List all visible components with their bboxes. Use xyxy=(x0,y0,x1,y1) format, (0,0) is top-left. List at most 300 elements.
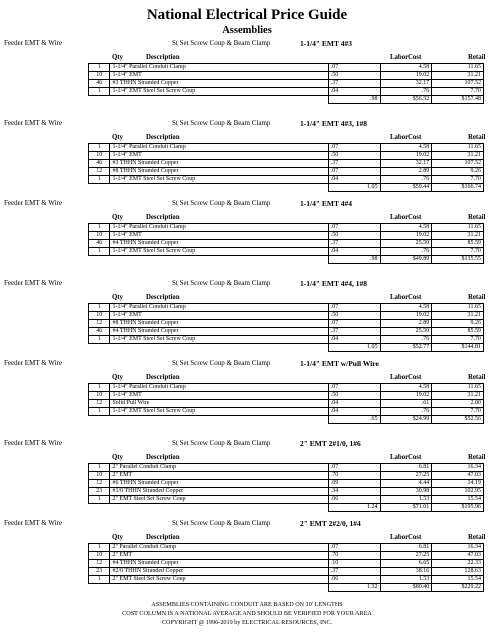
table-row xyxy=(89,248,484,256)
item-labor: .04 xyxy=(328,400,380,408)
item-description: #6 THHN Stranded Copper xyxy=(110,480,328,488)
item-description: #8 THHN Stranded Copper xyxy=(110,168,328,176)
item-description: 2" Parallel Conduit Clamp xyxy=(110,464,328,472)
item-retail: 47.03 xyxy=(432,472,484,480)
assembly-items-table xyxy=(88,223,484,264)
item-retail: 11.65 xyxy=(432,384,484,392)
assembly-size: 2" EMT 2#2/0, 1#4 xyxy=(300,519,361,528)
column-header-qty: Qty xyxy=(112,294,123,301)
column-header-cost: Cost xyxy=(408,374,422,381)
total-row xyxy=(89,96,484,104)
item-description: Solid Pull Wire xyxy=(110,400,328,408)
item-cost: 25.50 xyxy=(380,328,432,336)
table-row xyxy=(89,472,484,480)
total-row xyxy=(89,584,484,592)
column-header-labor: Labor xyxy=(390,454,409,461)
column-header-labor: Labor xyxy=(390,54,409,61)
total-row xyxy=(89,256,484,264)
total-labor: 1.32 xyxy=(328,584,380,592)
assembly-category: Feeder EMT & Wire xyxy=(4,519,62,527)
table-row xyxy=(89,312,484,320)
page-title: National Electrical Price Guide xyxy=(146,7,348,23)
item-qty: 1 xyxy=(89,224,110,232)
item-qty: 1 xyxy=(89,144,110,152)
footer-copyright: COPYRIGHT @ 1996-2019 by ELECTRICAL RESOURCES, INC. xyxy=(161,619,333,626)
total-cost: $59.44 xyxy=(380,184,432,192)
item-retail: 11.65 xyxy=(432,224,484,232)
column-header-cost: Cost xyxy=(408,214,422,221)
item-labor: .50 xyxy=(328,152,380,160)
item-retail: 15.54 xyxy=(432,576,484,584)
item-description: #1/0 THHN Stranded Copper xyxy=(110,488,328,496)
assembly-items-table xyxy=(88,143,484,192)
item-description: 1-1/4" EMT Steel Set Screw Coup xyxy=(110,408,328,416)
column-header-labor: Labor xyxy=(390,214,409,221)
item-cost: 25.50 xyxy=(380,240,432,248)
item-qty: 10 xyxy=(89,152,110,160)
item-labor: .50 xyxy=(328,392,380,400)
item-labor: .04 xyxy=(328,248,380,256)
item-qty: 10 xyxy=(89,392,110,400)
column-header-qty: Qty xyxy=(112,134,123,141)
assembly-category: Feeder EMT & Wire xyxy=(4,119,62,127)
item-cost: 2.89 xyxy=(380,320,432,328)
table-row xyxy=(89,392,484,400)
column-header-labor: Labor xyxy=(390,294,409,301)
column-headers xyxy=(112,373,494,383)
item-retail: 7.70 xyxy=(432,248,484,256)
item-description: 1-1/4" EMT xyxy=(110,152,328,160)
assembly-category: Feeder EMT & Wire xyxy=(4,199,62,207)
item-qty: 1 xyxy=(89,496,110,504)
total-cost: $49.89 xyxy=(380,256,432,264)
column-header-retail: Retail xyxy=(468,54,486,61)
item-retail: 11.65 xyxy=(432,144,484,152)
column-header-retail: Retail xyxy=(468,374,486,381)
item-description: 1-1/4" Parallel Conduit Clamp xyxy=(110,144,328,152)
item-labor: .04 xyxy=(328,408,380,416)
table-row xyxy=(89,64,484,72)
item-description: 1-1/4" EMT xyxy=(110,392,328,400)
column-headers xyxy=(112,453,494,463)
item-retail: 47.03 xyxy=(432,552,484,560)
table-row xyxy=(89,240,484,248)
item-qty: 12 xyxy=(89,480,110,488)
total-row xyxy=(89,416,484,424)
column-header-cost: Cost xyxy=(408,134,422,141)
column-header-description: Description xyxy=(146,214,180,221)
item-labor: .04 xyxy=(328,176,380,184)
item-labor: .70 xyxy=(328,472,380,480)
item-description: 1-1/4" EMT Steel Set Screw Coup xyxy=(110,336,328,344)
item-qty: 1 xyxy=(89,248,110,256)
item-cost: 4.58 xyxy=(380,144,432,152)
item-labor: .50 xyxy=(328,312,380,320)
assembly-description: St Set Screw Coup & Beam Clamp xyxy=(172,439,271,447)
assembly-items-table xyxy=(88,63,484,104)
assembly-header xyxy=(0,197,494,210)
item-cost: .76 xyxy=(380,336,432,344)
item-description: 2" EMT Steel Set Screw Coup xyxy=(110,576,328,584)
table-row xyxy=(89,480,484,488)
item-retail: 22.33 xyxy=(432,560,484,568)
item-retail: 31.21 xyxy=(432,232,484,240)
total-retail: $166.74 xyxy=(432,184,484,192)
total-retail: $52.56 xyxy=(432,416,484,424)
item-qty: 1 xyxy=(89,88,110,96)
item-description: #3 THHN Stranded Copper xyxy=(110,80,328,88)
item-labor: .37 xyxy=(328,80,380,88)
table-row xyxy=(89,168,484,176)
table-row xyxy=(89,224,484,232)
item-retail: 85.59 xyxy=(432,240,484,248)
item-retail: 16.34 xyxy=(432,464,484,472)
assembly-block xyxy=(0,357,494,437)
item-retail: 31.21 xyxy=(432,152,484,160)
item-qty: 10 xyxy=(89,552,110,560)
page-subtitle: Assemblies xyxy=(222,25,272,36)
item-description: 1-1/4" EMT Steel Set Screw Coup xyxy=(110,176,328,184)
item-cost: 32.17 xyxy=(380,80,432,88)
item-description: #8 THHN Stranded Copper xyxy=(110,320,328,328)
column-header-cost: Cost xyxy=(408,454,422,461)
total-cost: $80.40 xyxy=(380,584,432,592)
item-qty: 46 xyxy=(89,328,110,336)
item-cost: 4.58 xyxy=(380,64,432,72)
item-retail: 9.26 xyxy=(432,320,484,328)
item-labor: .09 xyxy=(328,480,380,488)
item-cost: .76 xyxy=(380,88,432,96)
assembly-block xyxy=(0,197,494,277)
table-row xyxy=(89,72,484,80)
total-labor: 1.05 xyxy=(328,184,380,192)
column-headers xyxy=(112,133,494,143)
assemblies-list xyxy=(0,37,494,597)
assembly-description: St Set Screw Coup & Beam Clamp xyxy=(172,359,271,367)
item-qty: 46 xyxy=(89,160,110,168)
item-cost: 27.25 xyxy=(380,472,432,480)
assembly-category: Feeder EMT & Wire xyxy=(4,359,62,367)
item-description: #4 THHN Stranded Copper xyxy=(110,240,328,248)
column-header-qty: Qty xyxy=(112,54,123,61)
item-cost: .76 xyxy=(380,408,432,416)
item-cost: 30.98 xyxy=(380,488,432,496)
total-retail: $135.55 xyxy=(432,256,484,264)
item-retail: 31.21 xyxy=(432,312,484,320)
item-retail: 128.63 xyxy=(432,568,484,576)
assembly-header xyxy=(0,117,494,130)
column-headers xyxy=(112,533,494,543)
total-retail: $157.48 xyxy=(432,96,484,104)
item-retail: 7.70 xyxy=(432,408,484,416)
item-cost: 2.89 xyxy=(380,168,432,176)
item-retail: 107.52 xyxy=(432,80,484,88)
assembly-description: St Set Screw Coup & Beam Clamp xyxy=(172,519,271,527)
item-description: 1-1/4" EMT xyxy=(110,72,328,80)
item-retail: 85.59 xyxy=(432,328,484,336)
item-qty: 46 xyxy=(89,80,110,88)
item-qty: 46 xyxy=(89,240,110,248)
item-labor: .06 xyxy=(328,496,380,504)
item-retail: 7.70 xyxy=(432,176,484,184)
assembly-description: St Set Screw Coup & Beam Clamp xyxy=(172,119,271,127)
item-cost: 4.58 xyxy=(380,224,432,232)
item-retail: 107.52 xyxy=(432,160,484,168)
assembly-category: Feeder EMT & Wire xyxy=(4,39,62,47)
total-retail: $229.22 xyxy=(432,584,484,592)
assembly-block xyxy=(0,517,494,597)
column-headers xyxy=(112,213,494,223)
item-qty: 10 xyxy=(89,472,110,480)
assembly-header xyxy=(0,357,494,370)
total-cost: $56.52 xyxy=(380,96,432,104)
assembly-header xyxy=(0,277,494,290)
assembly-category: Feeder EMT & Wire xyxy=(4,279,62,287)
total-retail: $144.81 xyxy=(432,344,484,352)
item-cost: 4.44 xyxy=(380,480,432,488)
total-labor: .65 xyxy=(328,416,380,424)
assembly-description: St Set Screw Coup & Beam Clamp xyxy=(172,39,271,47)
table-row xyxy=(89,152,484,160)
item-qty: 12 xyxy=(89,168,110,176)
assembly-header xyxy=(0,37,494,50)
item-qty: 12 xyxy=(89,400,110,408)
column-headers xyxy=(112,53,494,63)
item-labor: .34 xyxy=(328,488,380,496)
assembly-category: Feeder EMT & Wire xyxy=(4,439,62,447)
column-header-retail: Retail xyxy=(468,454,486,461)
assembly-size: 1-1/4" EMT 4#4, 1#8 xyxy=(300,279,367,288)
item-cost: 4.58 xyxy=(380,384,432,392)
item-cost: 19.02 xyxy=(380,152,432,160)
table-row xyxy=(89,88,484,96)
table-row xyxy=(89,496,484,504)
total-labor: 1.05 xyxy=(328,344,380,352)
item-labor: .07 xyxy=(328,168,380,176)
item-description: 2" EMT xyxy=(110,552,328,560)
item-labor: .06 xyxy=(328,576,380,584)
table-row xyxy=(89,568,484,576)
assembly-description: St Set Screw Coup & Beam Clamp xyxy=(172,279,271,287)
column-header-qty: Qty xyxy=(112,534,123,541)
assembly-items-table xyxy=(88,303,484,352)
total-labor: .98 xyxy=(328,96,380,104)
item-retail: 15.54 xyxy=(432,496,484,504)
column-header-labor: Labor xyxy=(390,534,409,541)
item-qty: 1 xyxy=(89,304,110,312)
assembly-description: St Set Screw Coup & Beam Clamp xyxy=(172,199,271,207)
table-row xyxy=(89,160,484,168)
assembly-items-table xyxy=(88,543,484,592)
assembly-items-table xyxy=(88,383,484,424)
item-retail: 2.00 xyxy=(432,400,484,408)
assembly-block xyxy=(0,277,494,357)
item-retail: 14.19 xyxy=(432,480,484,488)
table-row xyxy=(89,552,484,560)
item-description: 1-1/4" EMT xyxy=(110,232,328,240)
column-header-labor: Labor xyxy=(390,374,409,381)
item-cost: 1.53 xyxy=(380,576,432,584)
item-qty: 23 xyxy=(89,488,110,496)
item-cost: 6.81 xyxy=(380,544,432,552)
item-labor: .07 xyxy=(328,64,380,72)
item-labor: .07 xyxy=(328,464,380,472)
item-retail: 31.21 xyxy=(432,392,484,400)
table-row xyxy=(89,336,484,344)
item-qty: 1 xyxy=(89,176,110,184)
item-description: 1-1/4" EMT xyxy=(110,312,328,320)
total-cost: $52.77 xyxy=(380,344,432,352)
table-row xyxy=(89,408,484,416)
item-cost: 19.02 xyxy=(380,312,432,320)
total-row xyxy=(89,184,484,192)
table-row xyxy=(89,176,484,184)
item-labor: .07 xyxy=(328,320,380,328)
item-qty: 1 xyxy=(89,64,110,72)
item-labor: .10 xyxy=(328,560,380,568)
column-header-retail: Retail xyxy=(468,534,486,541)
column-header-cost: Cost xyxy=(408,54,422,61)
total-retail: $195.96 xyxy=(432,504,484,512)
item-cost: 4.58 xyxy=(380,304,432,312)
assembly-size: 1-1/4" EMT 4#3, 1#8 xyxy=(300,119,367,128)
item-cost: .76 xyxy=(380,176,432,184)
item-description: 1-1/4" Parallel Conduit Clamp xyxy=(110,224,328,232)
item-qty: 1 xyxy=(89,544,110,552)
item-labor: .50 xyxy=(328,232,380,240)
item-cost: 6.81 xyxy=(380,464,432,472)
item-qty: 23 xyxy=(89,568,110,576)
table-row xyxy=(89,304,484,312)
item-retail: 102.95 xyxy=(432,488,484,496)
item-labor: .50 xyxy=(328,72,380,80)
column-header-qty: Qty xyxy=(112,454,123,461)
column-header-cost: Cost xyxy=(408,294,422,301)
item-retail: 11.65 xyxy=(432,64,484,72)
total-cost: $71.01 xyxy=(380,504,432,512)
item-cost: 19.02 xyxy=(380,392,432,400)
item-description: #4 THHN Stranded Copper xyxy=(110,328,328,336)
item-retail: 11.65 xyxy=(432,304,484,312)
item-description: 2" Parallel Conduit Clamp xyxy=(110,544,328,552)
item-description: #4 THHN Stranded Copper xyxy=(110,560,328,568)
item-description: #3 THHN Stranded Copper xyxy=(110,160,328,168)
assembly-block xyxy=(0,437,494,517)
item-labor: .37 xyxy=(328,160,380,168)
item-description: 2" EMT xyxy=(110,472,328,480)
item-cost: .76 xyxy=(380,248,432,256)
item-description: 1-1/4" EMT Steel Set Screw Coup xyxy=(110,88,328,96)
item-description: 1-1/4" Parallel Conduit Clamp xyxy=(110,384,328,392)
column-header-description: Description xyxy=(146,454,180,461)
item-labor: .04 xyxy=(328,88,380,96)
item-qty: 12 xyxy=(89,320,110,328)
column-header-description: Description xyxy=(146,534,180,541)
table-row xyxy=(89,144,484,152)
item-retail: 16.34 xyxy=(432,544,484,552)
item-qty: 10 xyxy=(89,312,110,320)
table-row xyxy=(89,80,484,88)
total-cost: $24.99 xyxy=(380,416,432,424)
assembly-header xyxy=(0,517,494,530)
assembly-size: 1-1/4" EMT 4#4 xyxy=(300,199,352,208)
column-header-description: Description xyxy=(146,374,180,381)
item-description: 2" EMT Steel Set Screw Coup xyxy=(110,496,328,504)
assembly-size: 1-1/4" EMT 4#3 xyxy=(300,39,352,48)
table-row xyxy=(89,328,484,336)
item-cost: 32.17 xyxy=(380,160,432,168)
item-cost: 6.65 xyxy=(380,560,432,568)
item-labor: .04 xyxy=(328,336,380,344)
column-header-retail: Retail xyxy=(468,294,486,301)
footer-note-cost: COST COLUMN IS A NATIONAL AVERAGE AND SHOULD BE VERIFIED FOR YOUR AREA xyxy=(122,610,372,617)
item-cost: .61 xyxy=(380,400,432,408)
item-labor: .37 xyxy=(328,328,380,336)
column-header-description: Description xyxy=(146,54,180,61)
item-retail: 7.70 xyxy=(432,336,484,344)
item-description: #2/0 THHN Stranded Copper xyxy=(110,568,328,576)
item-labor: .07 xyxy=(328,144,380,152)
item-qty: 10 xyxy=(89,72,110,80)
item-description: 1-1/4" Parallel Conduit Clamp xyxy=(110,304,328,312)
item-retail: 7.70 xyxy=(432,88,484,96)
item-qty: 12 xyxy=(89,560,110,568)
table-row xyxy=(89,488,484,496)
item-description: 1-1/4" EMT Steel Set Screw Coup xyxy=(110,248,328,256)
item-cost: 38.16 xyxy=(380,568,432,576)
total-labor: .98 xyxy=(328,256,380,264)
assembly-block xyxy=(0,117,494,197)
item-cost: 19.02 xyxy=(380,72,432,80)
total-labor: 1.24 xyxy=(328,504,380,512)
item-cost: 27.25 xyxy=(380,552,432,560)
column-header-labor: Labor xyxy=(390,134,409,141)
item-labor: .07 xyxy=(328,224,380,232)
column-header-qty: Qty xyxy=(112,374,123,381)
item-labor: .70 xyxy=(328,552,380,560)
column-header-retail: Retail xyxy=(468,134,486,141)
table-row xyxy=(89,232,484,240)
table-row xyxy=(89,400,484,408)
assembly-block xyxy=(0,37,494,117)
item-qty: 1 xyxy=(89,408,110,416)
table-row xyxy=(89,544,484,552)
table-row xyxy=(89,464,484,472)
assembly-items-table xyxy=(88,463,484,512)
item-labor: .07 xyxy=(328,544,380,552)
item-qty: 1 xyxy=(89,384,110,392)
table-row xyxy=(89,576,484,584)
item-qty: 1 xyxy=(89,576,110,584)
item-labor: .37 xyxy=(328,568,380,576)
item-labor: .37 xyxy=(328,240,380,248)
table-row xyxy=(89,560,484,568)
item-qty: 1 xyxy=(89,336,110,344)
total-row xyxy=(89,344,484,352)
table-row xyxy=(89,320,484,328)
footer-note-lengths: ASSEMBLIES CONTAINING CONDUIT ARE BASED ON 10' LENGTHS xyxy=(151,601,343,608)
item-qty: 10 xyxy=(89,232,110,240)
column-header-qty: Qty xyxy=(112,214,123,221)
assembly-size: 2" EMT 2#1/0, 1#6 xyxy=(300,439,361,448)
column-header-description: Description xyxy=(146,134,180,141)
item-labor: .07 xyxy=(328,304,380,312)
item-retail: 31.21 xyxy=(432,72,484,80)
table-row xyxy=(89,384,484,392)
item-labor: .07 xyxy=(328,384,380,392)
item-retail: 9.26 xyxy=(432,168,484,176)
total-row xyxy=(89,504,484,512)
